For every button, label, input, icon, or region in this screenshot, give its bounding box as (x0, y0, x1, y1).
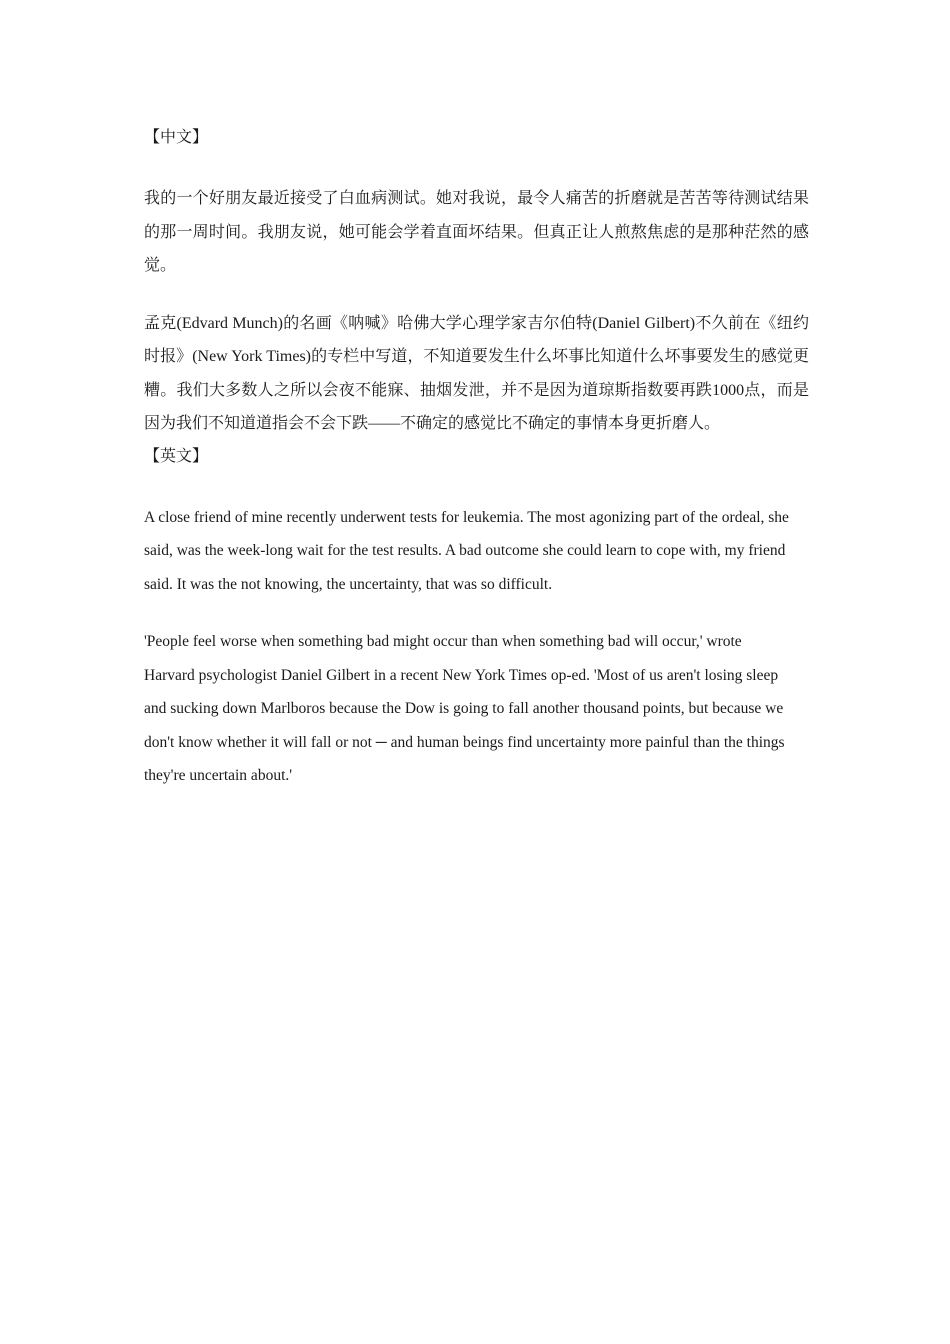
english-section-heading: 【英文】 (144, 447, 209, 465)
chinese-section-heading: 【中文】 (144, 129, 209, 146)
english-paragraph: 'People feel worse when something bad might occur than when something bad will occur,' wrote Harvard psychologist Daniel Gilbert in a recent New York Times op-ed. 'Most of us aren't losing sleep and sucking down Marlboros because the Dow is going to fall another thousand points, but because we don't know whether it will fall or not ─ and human beings find uncertainty more painful than the things they're uncertain about.' (144, 633, 785, 784)
english-paragraph: A close friend of mine recently underwent tests for leukemia. The most agonizing part of the ordeal, she said, was the week-long wait for the test results. A bad outcome she could learn to cope with, my friend said. It was the not knowing, the uncertainty, that was so difficult. (144, 508, 789, 593)
chinese-paragraph: 我的一个好朋友最近接受了白血病测试。她对我说，最令人痛苦的折磨就是苦苦等待测试结果的那一周时间。我朋友说，她可能会学着直面坏结果。但真正让人煎熬焦虑的是那种茫然的感觉。 (144, 190, 809, 274)
document-page (144, 126, 809, 793)
chinese-paragraph: 孟克(Edvard Munch)的名画《呐喊》哈佛大学心理学家吉尔伯特(Daniel Gilbert)不久前在《纽约时报》(New York Times)的专栏中写道，不知道要发生什么坏事比知道什么坏事要发生的感觉更糟。我们大多数人之所以会夜不能寐、抽烟发泄，并不是因为道琼斯指数要再跌1000点，而是因为我们不知道道指会不会下跌——不确定的感觉比不确定的事情本身更折磨人。 (144, 314, 809, 432)
